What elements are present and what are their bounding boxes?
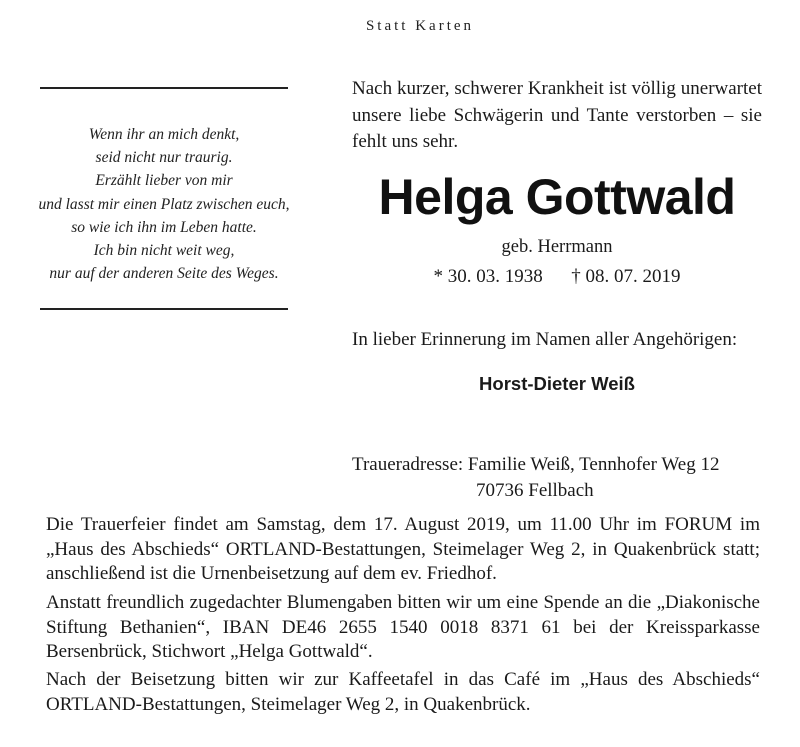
poem-line: Wenn ihr an mich denkt,	[88, 126, 240, 143]
poem-line: nur auf der anderen Seite des Weges.	[49, 265, 279, 283]
poem-top-rule	[40, 87, 288, 89]
donation-paragraph: Anstatt freundlich zugedachter Blumengaben bitten wir um eine Spende an die „Diakonische Stiftung Bethanien“, IBAN DE46 2655 1540 0018 8371 61 bei der Kreissparkasse Bersenbrück, Stichwort „Helga Gottwald“.	[46, 592, 760, 662]
mourning-address-line2: 70736 Fellbach	[476, 480, 594, 501]
poem	[20, 123, 308, 285]
death-date: † 08. 07. 2019	[571, 266, 681, 287]
deceased-name: Helga Gottwald	[378, 169, 736, 225]
born-name: geb. Herrmann	[501, 237, 613, 257]
life-dates	[352, 264, 762, 289]
poem-line: seid nicht nur traurig.	[95, 149, 233, 167]
memory-line: In lieber Erinnerung im Namen aller Angehörigen:	[352, 329, 738, 350]
reception-paragraph: Nach der Beisetzung bitten wir zur Kaffeetafel in das Café im „Haus des Abschieds“ ORTLAND-Bestattungen, Steimelager Weg 2, in Quakenbrück.	[46, 669, 760, 715]
signer-name: Horst-Dieter Weiß	[479, 373, 635, 394]
mourning-address-line1: Traueradresse: Familie Weiß, Tennhofer Weg 12	[352, 454, 720, 475]
poem-line: so wie ich ihn im Leben hatte.	[71, 218, 257, 236]
poem-line: und lasst mir einen Platz zwischen euch,	[38, 195, 290, 213]
poem-line: Erzählt lieber von mir	[95, 172, 233, 190]
poem-line: Ich bin nicht weit weg,	[93, 242, 235, 260]
birth-date: * 30. 03. 1938	[433, 266, 543, 287]
intro-text: Nach kurzer, schwerer Krankheit ist völlig unerwartet unsere liebe Schwägerin und Tante verstorben – sie fehlt uns sehr.	[352, 78, 762, 152]
header-statt-karten: Statt Karten	[365, 18, 475, 34]
funeral-info-paragraph: Die Trauerfeier findet am Samstag, dem 17. August 2019, um 11.00 Uhr im FORUM im „Haus des Abschieds“ ORTLAND-Bestattungen, Steimelager Weg 2, in Quakenbrück statt; anschließend ist die Urnenbeisetzung auf dem ev. Friedhof.	[46, 514, 760, 584]
poem-bottom-rule	[40, 308, 288, 310]
